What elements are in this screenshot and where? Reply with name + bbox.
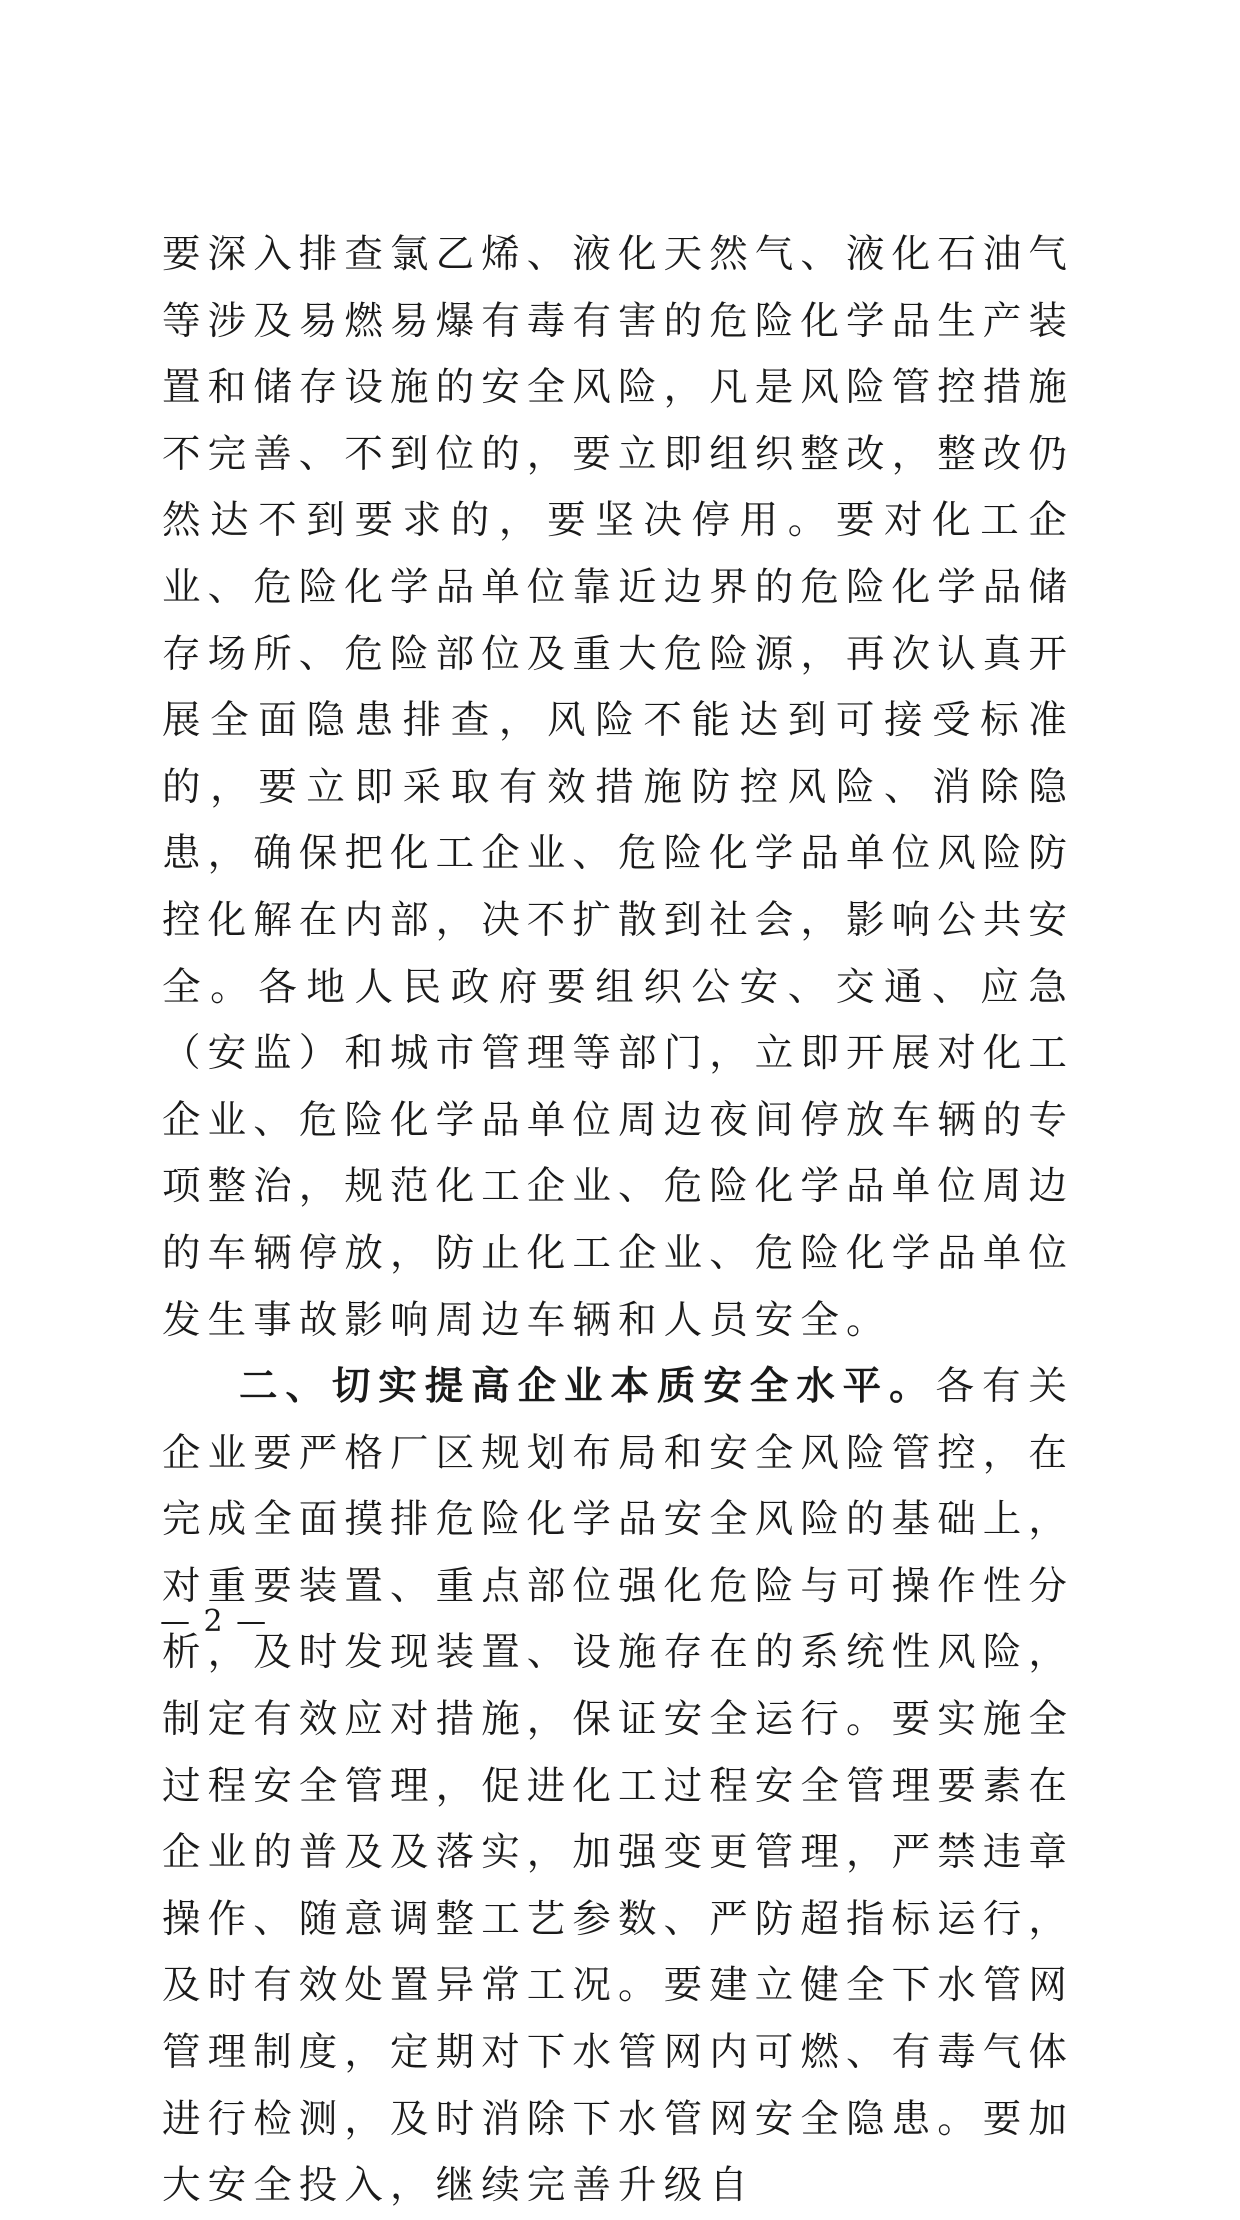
section-heading: 二、切实提高企业本质安全水平。 (239, 1364, 936, 1410)
page-number: — 2 — (160, 1604, 269, 1639)
paragraph-section-2 (162, 1354, 1074, 2220)
document-body (162, 222, 1074, 2220)
paragraph-continuation: 要深入排查氯乙烯、液化天然气、液化石油气等涉及易燃易爆有毒有害的危险化学品生产装置和储存设施的安全风险，凡是风险管控措施不完善、不到位的，要立即组织整改，整改仍然达不到要求的，要坚决停用。要对化工企业、危险化学品单位靠近边界的危险化学品储存场所、危险部位及重大危险源，再次认真开展全面隐患排查，风险不能达到可接受标准的，要立即采取有效措施防控风险、消除隐患，确保把化工企业、危险化学品单位风险防控化解在内部，决不扩散到社会，影响公共安全。各地人民政府要组织公安、交通、应急（安监）和城市管理等部门，立即开展对化工企业、危险化学品单位周边夜间停放车辆的专项整治，规范化工企业、危险化学品单位周边的车辆停放，防止化工企业、危险化学品单位发生事故影响周边车辆和人员安全。 (162, 232, 1075, 1343)
section-body: 各有关企业要严格厂区规划布局和安全风险管控，在完成全面摸排危险化学品安全风险的基础上，对重要装置、重点部位强化危险与可操作性分析，及时发现装置、设施存在的系统性风险，制定有效应对措施，保证安全运行。要实施全过程安全管理，促进化工过程安全管理要素在企业的普及及落实，加强变更管理，严禁违章操作、随意调整工艺参数、严防超指标运行，及时有效处置异常工况。要建立健全下水管网管理制度，定期对下水管网内可燃、有毒气体进行检测，及时消除下水管网安全隐患。要加大安全投入，继续完善升级自 (162, 1364, 1075, 2209)
